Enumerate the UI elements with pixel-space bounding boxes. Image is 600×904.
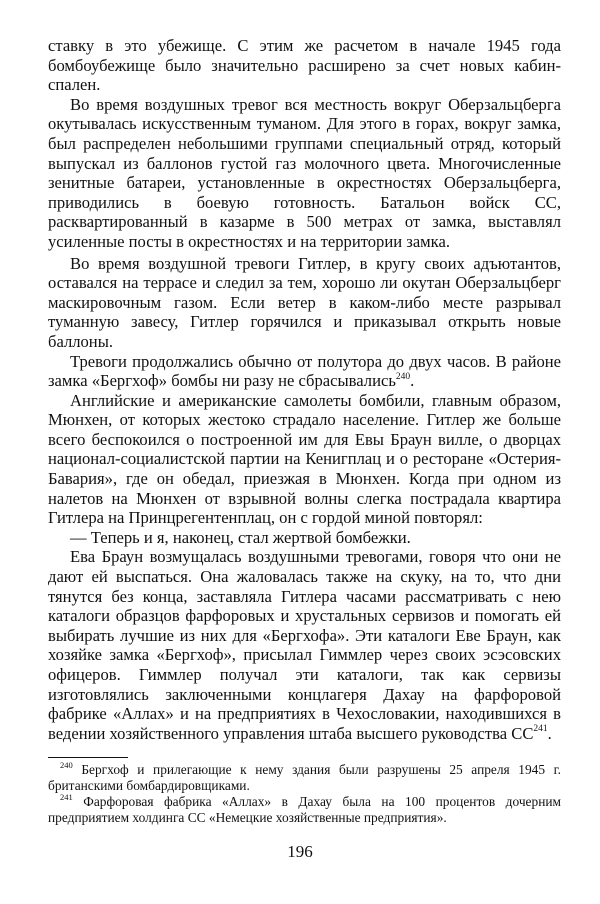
paragraph: Тревоги продолжались обычно от полутора до двух часов. В районе замка «Бергхоф» бомбы ни разу не сбрасывались$^{240}$. — [48, 351, 561, 391]
footnote: $^{240}$ Бергхоф и прилегающие к нему здания были разрушены 25 апреля 1945 г. британскими бомбардировщиками. — [48, 759, 561, 794]
main-text — [48, 36, 561, 743]
paragraph: Английские и американские самолеты бомбили, главным образом, Мюнхен, от которых жестоко страдало население. Гитлер же больше всего беспокоился о построенной им для Евы Браун вилле, о дворцах национал-социалистской партии на Кенигплац и о ресторане «Остерия-Бавария», где он обедал, приезжая в Мюнхен. Когда при одном из налетов на Мюнхен от взрывной волны слегка пострадала квартира Гитлера на Принцрегентенплац, он с гордой миной повторял: — [48, 390, 561, 528]
dialogue-line: — Теперь и я, наконец, стал жертвой бомбежки. — [70, 527, 411, 547]
paragraph: Во время воздушных тревог вся местность вокруг Оберзальцберга окутывалась искусственным туманом. Для этого в горах, вокруг замка, был распределен небольшими группами специальный отряд, который выпускал из баллонов густой газ молочного цвета. Многочисленные зенитные батареи, установленные в окрестностях Оберзальцберга, приводились в боевую готовность. Батальон войск СС, расквартированный в казарме в 500 метрах от замка, выставлял усиленные посты в окрестностях и на территории замка. — [48, 94, 561, 251]
footnote-divider — [48, 757, 128, 758]
paragraph: Во время воздушной тревоги Гитлер, в кругу своих адъютантов, оставался на террасе и следил за тем, хорошо ли окутан Оберзальцберг маскировочным газом. Если ветер в каком-либо месте разрывал туманную завесу, Гитлер горячился и приказывал открыть новые баллоны. — [48, 253, 561, 351]
book-page — [48, 36, 561, 826]
footnote-ref: 240 — [395, 371, 411, 382]
footnote: $^{241}$ Фарфоровая фабрика «Аллах» в Дахау была на 100 процентов дочерним предприятием холдинга СС «Немецкие хозяйственные предприятия». — [48, 791, 561, 826]
footnotes — [48, 757, 561, 826]
footnote-ref: 241 — [533, 724, 548, 735]
paragraph: ставку в это убежище. С этим же расчетом в начале 1945 года бомбоубежище было значительно расширено за счет новых кабин-спален. — [48, 36, 561, 95]
page-number: 196 — [287, 842, 313, 861]
paragraph: Ева Браун возмущалась воздушными тревогами, говоря что они не дают ей выспаться. Она жаловалась также на скуку, на то, что дни тянутся без конца, заставляла Гитлера часами рассматривать с нею каталоги образцов фарфоровых и хрустальных сервизов и помогать ей выбирать лучшие из них для «Бергхофа». Эти каталоги Еве Браун, как хозяйке замка «Бергхоф», присылал Гиммлер через своих эсэсовских офицеров. Гиммлер получал эти каталоги, так как сервизы изготовлялись заключенными концлагеря Дахау на фарфоровой фабрике «Аллах» и на предприятиях в Чехословакии, находившихся в ведении хозяйственного управления штаба высшего руководства СС$^{241}$. — [48, 547, 561, 743]
